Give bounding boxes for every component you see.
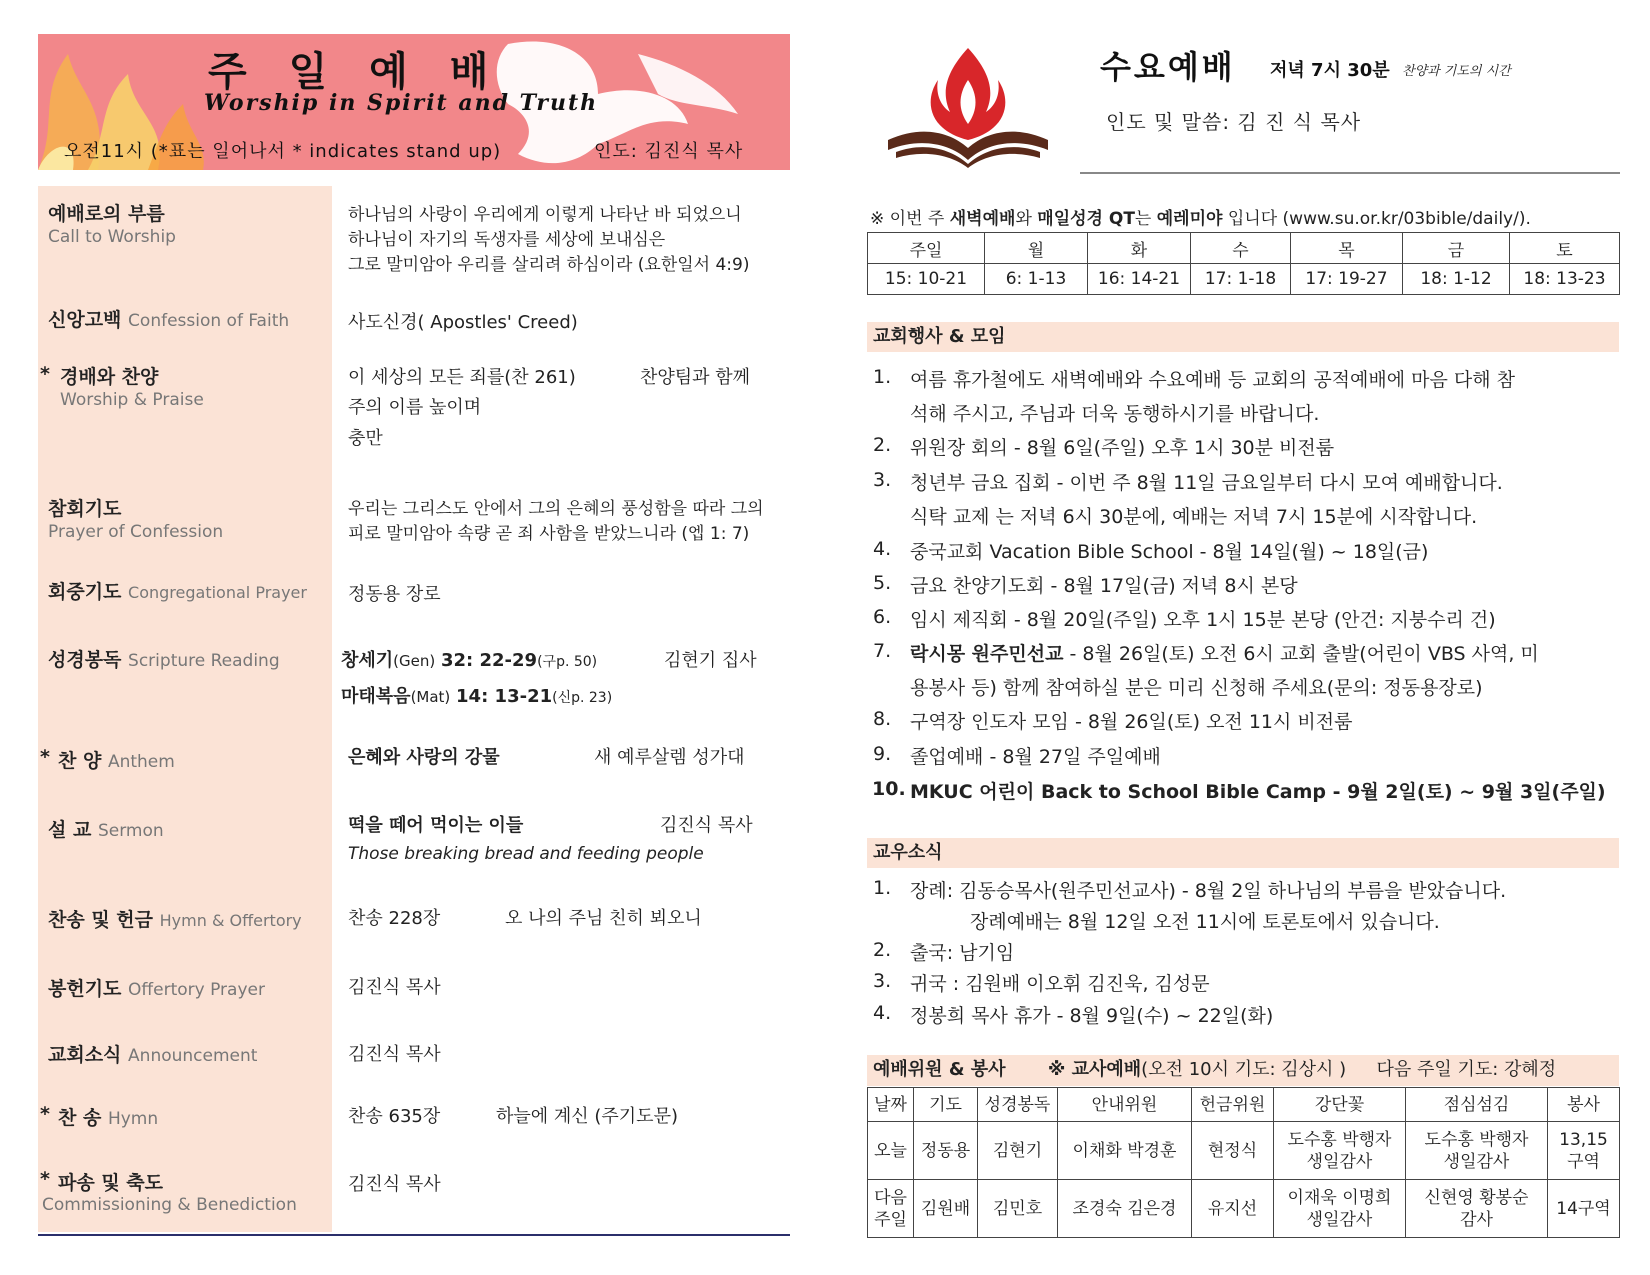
service-header: 기도	[914, 1088, 978, 1122]
order-label-en: Anthem	[107, 752, 175, 772]
order-label-ko: 신앙고백	[48, 309, 122, 331]
service-cell-line: 생일감사	[1306, 1209, 1373, 1230]
qt-day: 금	[1403, 233, 1510, 264]
qt-passage: 17: 19-27	[1291, 264, 1403, 295]
order-content: 김진식 목사	[348, 1044, 441, 1065]
member-line: 귀국 : 김원배 이오휘 김진욱, 김성문	[910, 973, 1210, 995]
event-line: 청년부 금요 집회 - 이번 주 8월 11일 금요일부터 다시 모여 예배합니다.	[910, 472, 1503, 494]
service-cell: 김원배	[914, 1180, 978, 1238]
order-label-en: Confession of Faith	[128, 311, 290, 331]
service-header: 점심섬김	[1406, 1088, 1548, 1122]
event-number: 6.	[873, 606, 892, 628]
stand-marker: *	[40, 1103, 50, 1125]
order-label-en: Announcement	[128, 1046, 258, 1066]
event-line: 석해 주시고, 주님과 더욱 동행하시기를 바랍니다.	[910, 403, 1320, 425]
service-cell-line: 이재욱 이명희	[1287, 1187, 1392, 1208]
order-label-en: Prayer of Confession	[48, 522, 224, 542]
event-line: 중국교회 Vacation Bible School - 8월 14일(월) ~ 18일(금)	[910, 541, 1429, 563]
qt-note-text: 입니다 (www.su.or.kr/03bible/daily/).	[1222, 209, 1531, 229]
event-line: 용봉사 등) 함께 참여하실 분은 미리 신청해 주세요(문의: 정동용장로)	[910, 677, 1483, 699]
service-cell: 유지선	[1192, 1180, 1274, 1238]
order-content: 은혜와 사랑의 강물	[348, 747, 500, 768]
scripture-ref: 32: 22-29	[440, 650, 538, 671]
order-label-en: Hymn & Offertory	[159, 911, 302, 930]
wednesday-rule	[1080, 172, 1620, 174]
order-content-line: 충만	[348, 428, 383, 449]
event-line: MKUC 어린이 Back to School Bible Camp - 9월 2일(토) ~ 9월 3일(주일)	[910, 781, 1606, 803]
order-label-benediction: 파송 및 축도	[58, 1172, 163, 1194]
member-number: 3.	[873, 970, 892, 992]
order-label-ko: 찬 양	[58, 750, 102, 772]
event-line	[910, 639, 1539, 666]
order-by: 김진식 목사	[660, 815, 753, 836]
order-by: 찬양팀과 함께	[640, 367, 751, 388]
event-line: 임시 제직회 - 8월 20일(주일) 오후 1시 15분 본당 (안건: 지붕수리 건)	[910, 609, 1496, 631]
order-label-ko: 봉헌기도	[48, 978, 122, 1000]
order-label-en: Call to Worship	[48, 227, 176, 247]
stand-marker: *	[40, 746, 50, 768]
qt-note-bold: 매일성경 QT	[1037, 209, 1135, 229]
order-content-line: 하나님의 사랑이 우리에게 이렇게 나타난 바 되었으니	[348, 205, 742, 225]
wednesday-leader: 인도 및 말씀: 김 진 식 목사	[1106, 110, 1362, 134]
service-cell-line: 주일	[874, 1209, 907, 1230]
service-title: 예배위원 & 봉사	[873, 1059, 1006, 1080]
event-line: 구역장 인도자 모임 - 8월 26일(토) 오전 11시 비전룸	[910, 711, 1353, 733]
order-content-line: 그로 말미암아 우리를 살리려 하심이라 (요한일서 4:9)	[348, 255, 750, 275]
service-cell: 조경숙 김은경	[1058, 1180, 1192, 1238]
qt-note-text: ※ 이번 주	[870, 209, 950, 229]
service-cell	[1274, 1180, 1406, 1238]
qt-passage: 16: 14-21	[1088, 264, 1191, 295]
stand-up-note: 오전11시 (*표는 일어나서 * indicates stand up)	[64, 141, 502, 162]
qt-day: 수	[1191, 233, 1291, 264]
order-bottom-rule	[38, 1234, 790, 1236]
order-label-prayer-confession: 참회기도	[48, 498, 122, 520]
qt-day: 토	[1510, 233, 1620, 264]
member-number: 1.	[873, 877, 892, 899]
service-cell-line: 도수홍 박행자	[1287, 1129, 1392, 1150]
order-label-column	[38, 186, 332, 1232]
qt-day: 화	[1088, 233, 1191, 264]
order-content-line: 이 세상의 모든 죄를(찬 261)	[348, 367, 576, 388]
order-by: 하늘에 계신 (주기도문)	[496, 1106, 678, 1127]
service-header: 강단꽃	[1274, 1088, 1406, 1122]
events-heading: 교회행사 & 모임	[867, 322, 1619, 352]
order-content-line: 하나님이 자기의 독생자를 세상에 보내심은	[348, 230, 666, 250]
order-by: 김현기 집사	[664, 650, 757, 671]
service-row-next	[868, 1180, 1620, 1238]
qt-note	[870, 204, 1531, 229]
scripture-reading-2	[341, 682, 612, 708]
sermon-title-en: Those breaking bread and feeding people	[348, 844, 704, 864]
order-label-congregational-prayer	[48, 577, 307, 604]
qt-day: 주일	[868, 233, 985, 264]
service-row-today	[868, 1122, 1620, 1180]
order-label-call-to-worship: 예배로의 부름	[48, 203, 165, 225]
event-number: 2.	[873, 434, 892, 456]
service-cell	[1406, 1122, 1548, 1180]
sunday-banner	[38, 34, 790, 170]
service-cell-line: 신현영 황봉순	[1424, 1187, 1529, 1208]
service-note: (오전 10시 기도: 김상시 )	[1141, 1059, 1347, 1080]
qt-passage: 6: 1-13	[985, 264, 1088, 295]
stand-marker: *	[40, 1168, 50, 1190]
service-cell: 오늘	[868, 1122, 914, 1180]
service-cell: 이채화 박경훈	[1058, 1122, 1192, 1180]
qt-day: 목	[1291, 233, 1403, 264]
service-cell: 14구역	[1548, 1180, 1620, 1238]
service-cell: 정동용	[914, 1122, 978, 1180]
order-label-ko: 찬송 및 헌금	[48, 909, 153, 931]
service-cell: 김민호	[978, 1180, 1058, 1238]
member-line: 정봉희 목사 휴가 - 8월 9일(수) ~ 22일(화)	[910, 1005, 1274, 1027]
qt-note-text: 와	[1015, 209, 1038, 229]
service-cell	[868, 1180, 914, 1238]
order-by: 오 나의 주님 친히 뵈오니	[505, 908, 702, 929]
event-text: - 8월 26일(토) 오전 6시 교회 출발(어린이 VBS 사역, 미	[1063, 643, 1539, 665]
service-note-bold: ※ 교사예배	[1047, 1059, 1142, 1080]
member-line: 장례: 김동승목사(원주민선교사) - 8월 2일 하나님의 부름을 받았습니다.	[910, 880, 1507, 902]
event-number: 3.	[873, 469, 892, 491]
scripture-book: 창세기	[341, 650, 394, 671]
service-cell	[1548, 1122, 1620, 1180]
order-label-ko: 설 교	[48, 819, 92, 841]
member-number: 2.	[873, 939, 892, 961]
qt-note-bold: 예레미야	[1156, 209, 1223, 229]
next-prayer: 다음 주일 기도: 강혜정	[1376, 1059, 1557, 1080]
wednesday-tagline: 찬양과 기도의 시간	[1402, 64, 1511, 79]
order-label-offertory-prayer	[48, 974, 265, 1001]
qt-passage: 15: 10-21	[868, 264, 985, 295]
order-content-line: 주의 이름 높이며	[348, 397, 482, 418]
scripture-reading-1	[341, 646, 597, 672]
sunday-leader: 인도: 김진식 목사	[594, 141, 744, 162]
wednesday-title: 수요예배	[1100, 48, 1236, 86]
member-line: 장례예배는 8월 12일 오전 11시에 토론토에서 있습니다.	[970, 911, 1440, 933]
service-cell-line: 생일감사	[1443, 1151, 1510, 1172]
order-label-anthem	[58, 746, 175, 773]
event-number: 1.	[873, 366, 892, 388]
order-content: 김진식 목사	[348, 977, 441, 998]
qt-days-row	[868, 233, 1620, 264]
order-label-announcement	[48, 1040, 257, 1067]
service-cell-line: 구역	[1567, 1151, 1600, 1172]
order-content: 찬송 228장	[348, 908, 441, 929]
event-line: 식탁 교제 는 저녁 6시 30분에, 예배는 저녁 7시 15분에 시작합니다.	[910, 506, 1478, 528]
event-number: 9.	[873, 743, 892, 765]
service-cell	[1274, 1122, 1406, 1180]
event-number: 4.	[873, 538, 892, 560]
service-header: 성경봉독	[978, 1088, 1058, 1122]
order-label-hymn	[58, 1103, 158, 1130]
service-header-row	[868, 1088, 1620, 1122]
order-label-confession	[48, 305, 289, 332]
order-by: 새 예루살렘 성가대	[594, 747, 745, 768]
qt-passage: 18: 1-12	[1403, 264, 1510, 295]
order-label-scripture	[48, 645, 280, 672]
service-header: 헌금위원	[1192, 1088, 1274, 1122]
scripture-abbr: (Gen)	[393, 652, 436, 670]
wednesday-time: 저녁 7시 30분	[1270, 60, 1390, 81]
order-content: 김진식 목사	[348, 1174, 441, 1195]
service-table	[867, 1087, 1620, 1238]
sunday-subtitle: Worship in Spirit and Truth	[204, 90, 599, 116]
order-label-en: Offertory Prayer	[128, 980, 265, 1000]
qt-note-text: 는	[1134, 209, 1157, 229]
event-number: 5.	[873, 572, 892, 594]
order-label-en: Worship & Praise	[60, 390, 204, 410]
qt-day: 월	[985, 233, 1088, 264]
service-cell-line: 생일감사	[1306, 1151, 1373, 1172]
service-header: 안내위원	[1058, 1088, 1192, 1122]
order-label-worship-praise: 경배와 찬양	[60, 366, 159, 388]
scripture-ref: 14: 13-21	[456, 686, 553, 707]
service-header: 날짜	[868, 1088, 914, 1122]
event-line: 졸업예배 - 8월 27일 주일예배	[910, 746, 1161, 768]
event-number: 7.	[873, 640, 892, 662]
order-label-en: Commissioning & Benediction	[42, 1195, 297, 1215]
service-cell	[1406, 1180, 1548, 1238]
qt-note-bold: 새벽예배	[949, 209, 1016, 229]
service-cell: 현정식	[1192, 1122, 1274, 1180]
service-cell-line: 도수홍 박행자	[1424, 1129, 1529, 1150]
scripture-book: 마태복음	[341, 686, 411, 707]
order-content: 찬송 635장	[348, 1106, 441, 1127]
order-label-sermon	[48, 815, 164, 842]
order-label-en: Hymn	[107, 1109, 159, 1129]
order-content: 정동용 장로	[348, 584, 441, 605]
order-label-ko: 교회소식	[48, 1044, 122, 1066]
scripture-page: (구p. 50)	[537, 654, 598, 670]
service-header: 봉사	[1548, 1088, 1620, 1122]
qt-passage: 17: 1-18	[1191, 264, 1291, 295]
member-number: 4.	[873, 1002, 892, 1024]
order-label-hymn-offertory	[48, 905, 302, 932]
service-cell-line: 13,15	[1559, 1129, 1608, 1150]
scripture-page: (신p. 23)	[552, 690, 613, 706]
service-heading	[867, 1055, 1619, 1086]
order-label-en: Congregational Prayer	[128, 583, 307, 602]
qt-passages-row	[868, 264, 1620, 295]
sunday-title: 주 일 예 배	[208, 49, 503, 95]
order-content: 사도신경( Apostles' Creed)	[348, 312, 578, 333]
order-label-ko: 성경봉독	[48, 649, 122, 671]
flame-bible-logo-icon	[878, 40, 1058, 170]
event-number: 8.	[873, 708, 892, 730]
service-cell: 김현기	[978, 1122, 1058, 1180]
order-label-ko: 회중기도	[48, 581, 122, 603]
qt-table	[867, 232, 1620, 295]
order-label-en: Sermon	[97, 821, 164, 841]
members-heading: 교우소식	[867, 838, 1619, 868]
event-line: 금요 찬양기도회 - 8월 17일(금) 저녁 8시 본당	[910, 575, 1298, 597]
member-line: 출국: 남기임	[910, 942, 1015, 964]
event-line: 여름 휴가철에도 새벽예배와 수요예배 등 교회의 공적예배에 마음 다해 참	[910, 369, 1515, 391]
event-number: 10.	[872, 778, 906, 800]
stand-marker: *	[40, 363, 50, 385]
order-label-ko: 찬 송	[58, 1107, 102, 1129]
sermon-title: 떡을 떼어 먹이는 이들	[348, 815, 524, 836]
order-label-en: Scripture Reading	[128, 651, 280, 671]
service-cell-line: 다음	[874, 1187, 907, 1208]
service-cell-line: 감사	[1460, 1209, 1493, 1230]
event-line: 위원장 회의 - 8월 6일(주일) 오후 1시 30분 비전룸	[910, 437, 1335, 459]
scripture-abbr: (Mat)	[410, 688, 451, 706]
qt-passage: 18: 13-23	[1510, 264, 1620, 295]
event-lead: 락시몽 원주민선교	[910, 643, 1064, 665]
order-content-line: 피로 말미암아 속량 곧 죄 사함을 받았느니라 (엡 1: 7)	[348, 524, 750, 544]
order-content-line: 우리는 그리스도 안에서 그의 은혜의 풍성함을 따라 그의	[348, 499, 764, 519]
